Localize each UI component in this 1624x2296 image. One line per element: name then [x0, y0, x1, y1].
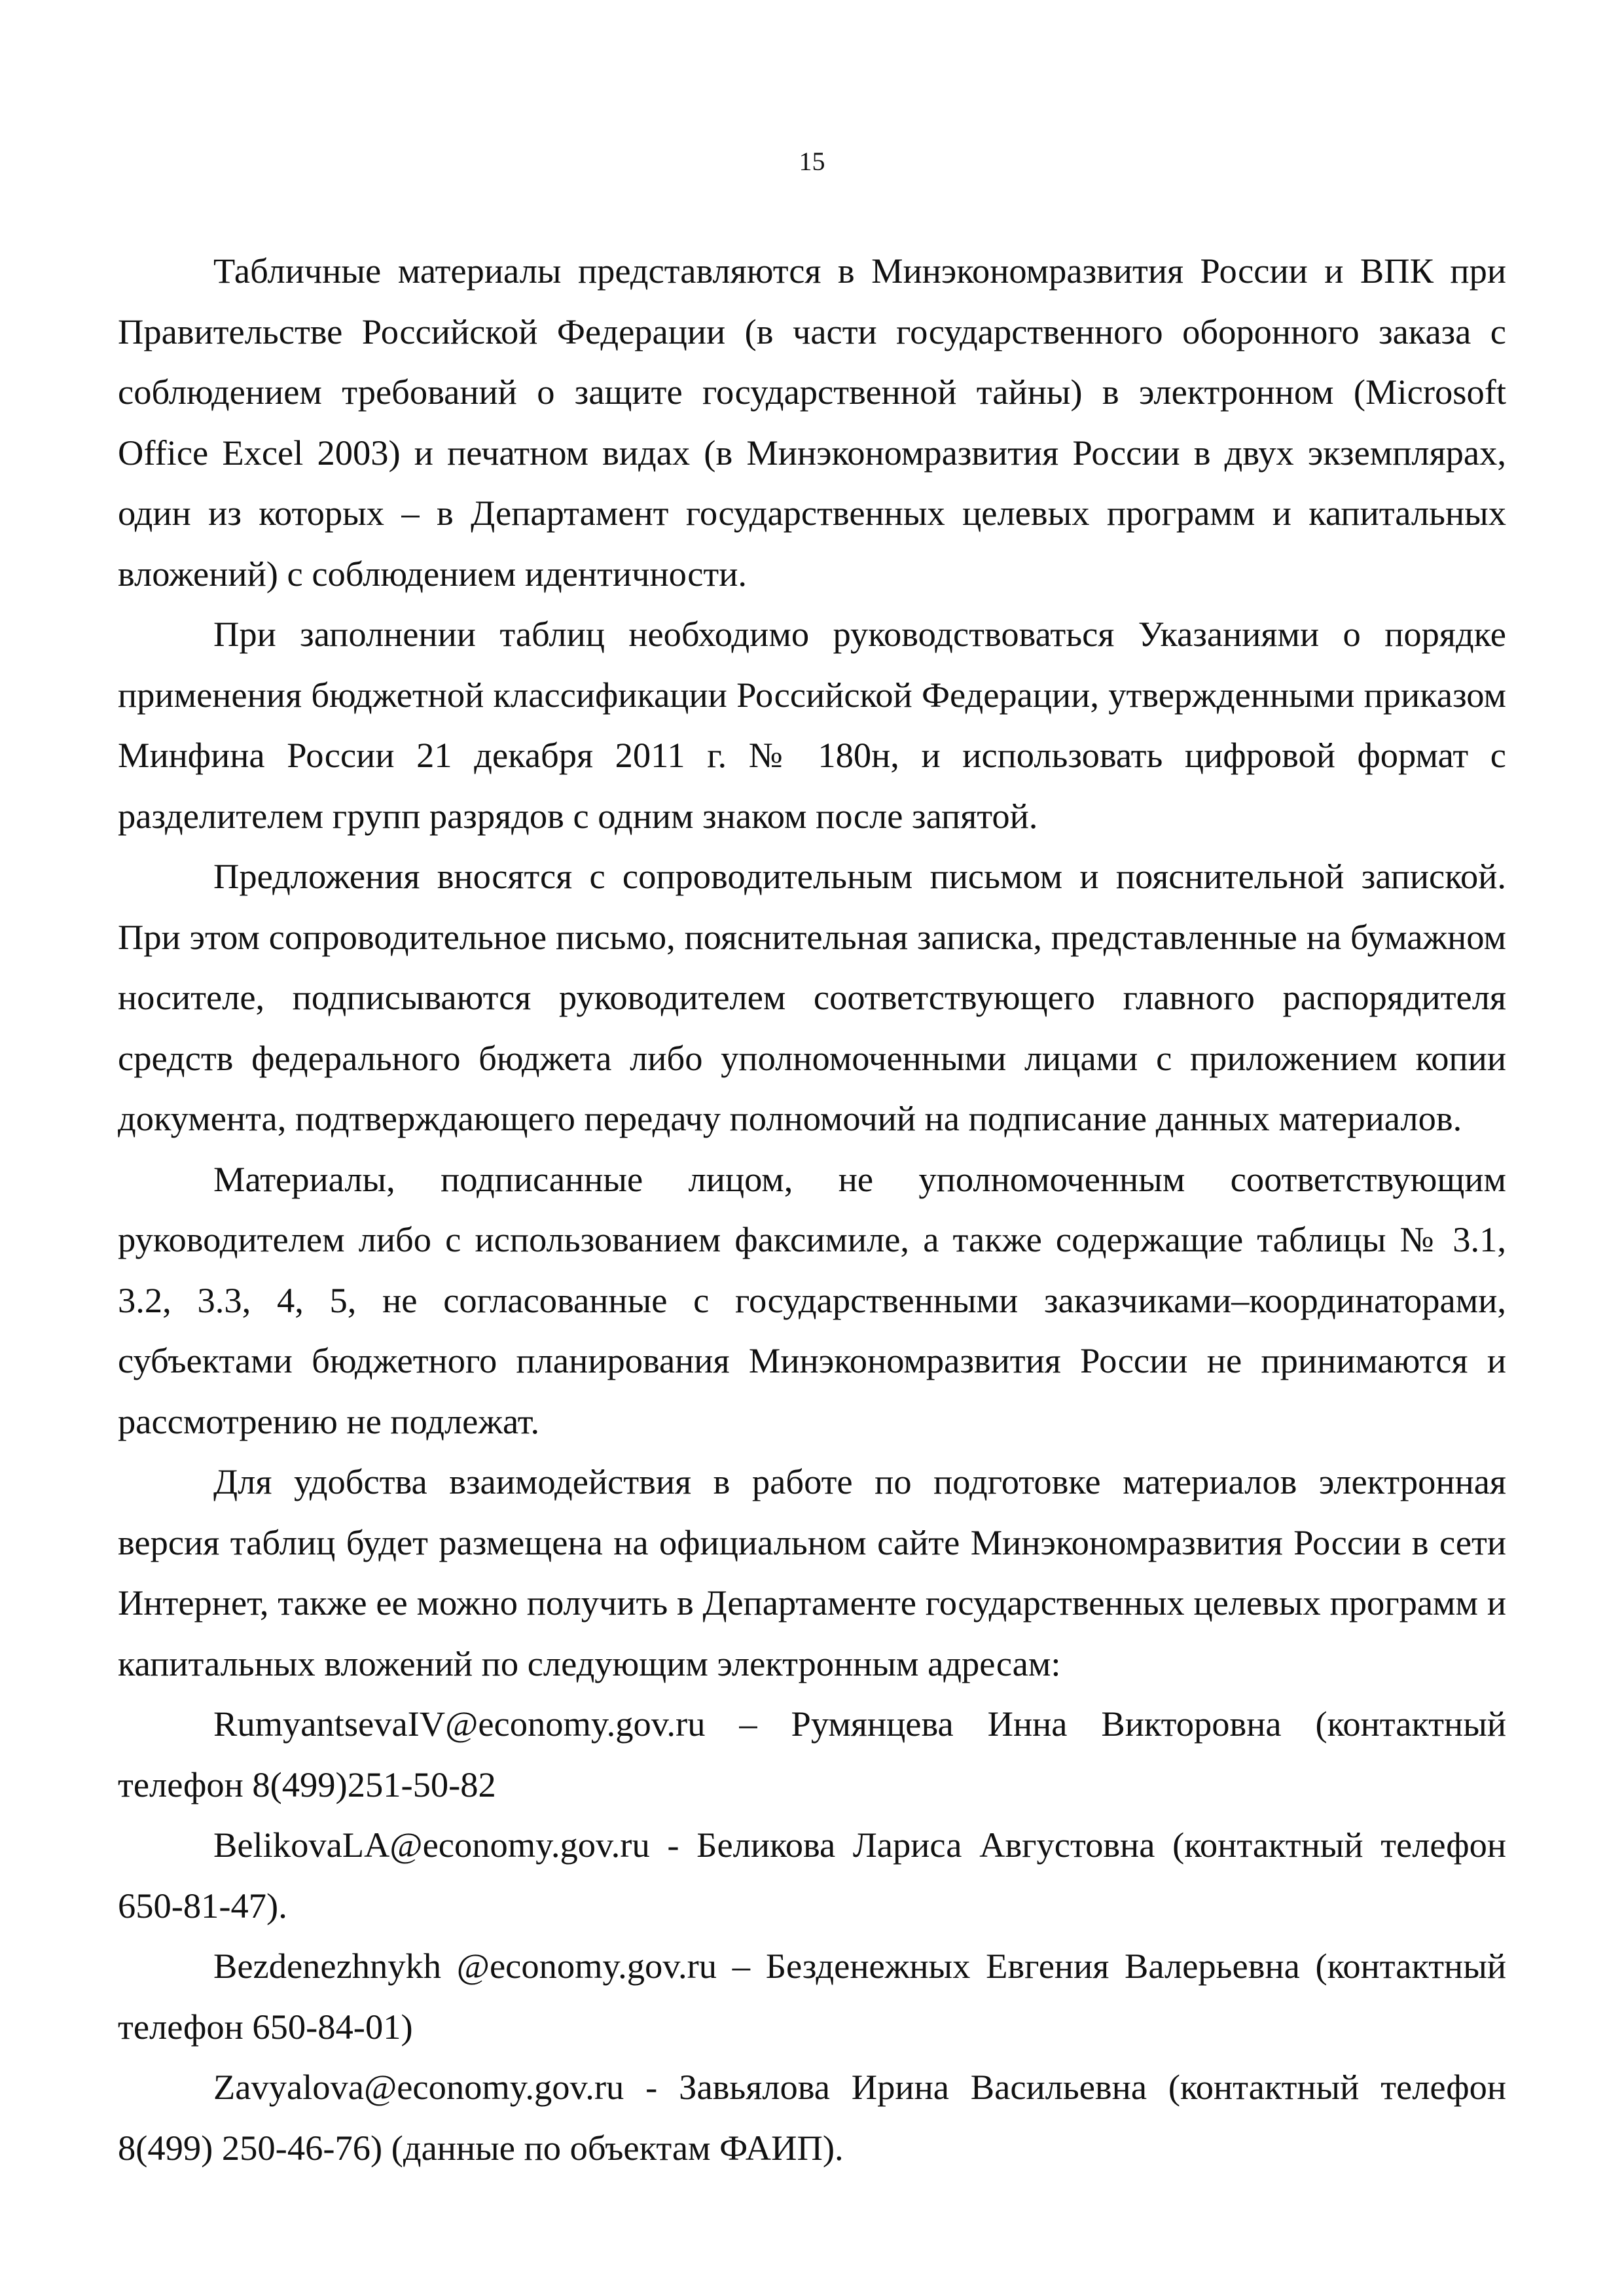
contact-bezdenezhnykh: Bezdenezhnykh @economy.gov.ru – Безденежных Евгения Валерьевна (контактный телефон 650-84-01) [118, 1946, 1506, 2047]
page-number: 15 [799, 147, 825, 176]
paragraph-cover-letter: Предложения вносятся с сопроводительным письмом и пояснительной запиской. При этом сопроводительное письмо, пояснительная записка, представленные на бумажном носителе, подписываются руководителем соответствующего главного распорядителя средств федерального бюджета либо уполномоченными лицами с приложением копии документа, подтверждающего передачу полномочий на подписание данных материалов. [118, 856, 1506, 1138]
paragraph-rejection-conditions: Материалы, подписанные лицом, не уполномоченным соответствующим руководителем либо с использованием факсимиле, а также содержащие таблицы № 3.1, 3.2, 3.3, 4, 5, не согласованные с государственными заказчиками–координаторами, субъектами бюджетного планирования Минэкономразвития России не принимаются и рассмотрению не подлежат. [118, 1158, 1506, 1441]
contact-zavyalova: Zavyalova@economy.gov.ru - Завьялова Ирина Васильевна (контактный телефон 8(499) 250-46-76) (данные по объектам ФАИП). [118, 2067, 1506, 2168]
document-body [118, 241, 1506, 2178]
paragraph-electronic-version: Для удобства взаимодействия в работе по подготовке материалов электронная версия таблиц будет размещена на официальном сайте Минэкономразвития России в сети Интернет, также ее можно получить в Департаменте государственных целевых программ и капитальных вложений по следующим электронным адресам: [118, 1462, 1506, 1683]
paragraph-submission-format: Табличные материалы представляются в Минэкономразвития России и ВПК при Правительстве Российской Федерации (в части государственного оборонного заказа с соблюдением требований о защите государственной тайны) в электронном (Microsoft Office Excel 2003) и печатном видах (в Минэкономразвития России в двух экземплярах, один из которых – в Департамент государственных целевых программ и капитальных вложений) с соблюдением идентичности. [118, 251, 1506, 594]
contact-rumyantseva: RumyantsevaIV@economy.gov.ru – Румянцева Инна Викторовна (контактный телефон 8(499)251-50-82 [118, 1704, 1506, 1804]
contact-belikova: BelikovaLA@economy.gov.ru - Беликова Лариса Августовна (контактный телефон 650-81-47). [118, 1825, 1506, 1926]
paragraph-budget-classification: При заполнении таблиц необходимо руководствоваться Указаниями о порядке применения бюджетной классификации Российской Федерации, утвержденными приказом Минфина России 21 декабря 2011 г. № 180н, и использовать цифровой формат с разделителем групп разрядов с одним знаком после запятой. [118, 614, 1506, 836]
